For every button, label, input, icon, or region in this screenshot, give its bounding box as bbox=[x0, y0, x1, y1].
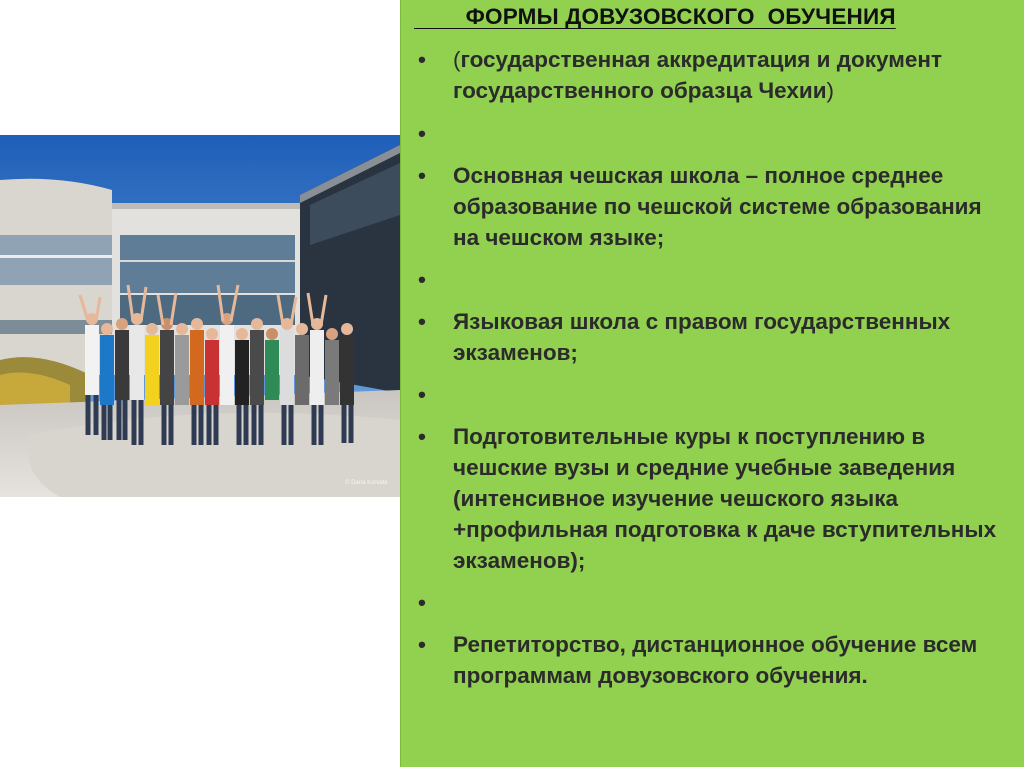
bullet-item-language-school bbox=[401, 306, 1024, 368]
bullet-list bbox=[401, 44, 1024, 691]
bullet-item-empty bbox=[401, 118, 1024, 149]
bullet-item-empty bbox=[401, 587, 1024, 618]
bullet-item-accreditation bbox=[401, 44, 1024, 106]
text-panel bbox=[400, 0, 1024, 767]
bullet-glyph: • bbox=[418, 121, 426, 146]
photo-watermark: © Daria Korvaté bbox=[345, 480, 388, 486]
accreditation-text: государственная аккредитация и документ государственного образца Чехии bbox=[453, 47, 943, 103]
slide-title: ФОРМЫ ДОВУЗОВСКОГО ОБУЧЕНИЯ bbox=[414, 4, 896, 29]
bullet-glyph: • bbox=[418, 424, 426, 449]
bullet-glyph: • bbox=[418, 590, 426, 615]
bullet-glyph: • bbox=[418, 309, 426, 334]
bullet-text: Основная чешская школа – полное среднее образование по чешской системе образования на чешском языке; bbox=[453, 163, 982, 250]
bullet-text: Репетиторство, дистанционное обучение всем программам довузовского обучения. bbox=[453, 632, 978, 688]
bullet-item-empty bbox=[401, 264, 1024, 295]
bullet-item-basic-school bbox=[401, 160, 1024, 253]
students-photo bbox=[0, 135, 400, 497]
open-paren: ( bbox=[453, 47, 461, 72]
bullet-text: Языковая школа с правом государственных экзаменов; bbox=[453, 309, 951, 365]
close-paren: ) bbox=[826, 78, 835, 103]
bullet-text: Подготовительные куры к поступлению в чешские вузы и средние учебные заведения (интенсивное изучение чешского языка +профильная подготовка к даче вступительных экзаменов); bbox=[453, 424, 997, 573]
bullet-glyph: • bbox=[418, 632, 426, 657]
bullet-item-empty bbox=[401, 379, 1024, 410]
bullet-glyph: • bbox=[418, 163, 426, 188]
bullet-glyph: • bbox=[418, 267, 426, 292]
bullet-item-tutoring bbox=[401, 629, 1024, 691]
bullet-glyph: • bbox=[418, 47, 426, 72]
students-photo-illustration bbox=[0, 135, 400, 497]
bullet-glyph: • bbox=[418, 382, 426, 407]
bullet-item-preparatory-courses bbox=[401, 421, 1024, 576]
